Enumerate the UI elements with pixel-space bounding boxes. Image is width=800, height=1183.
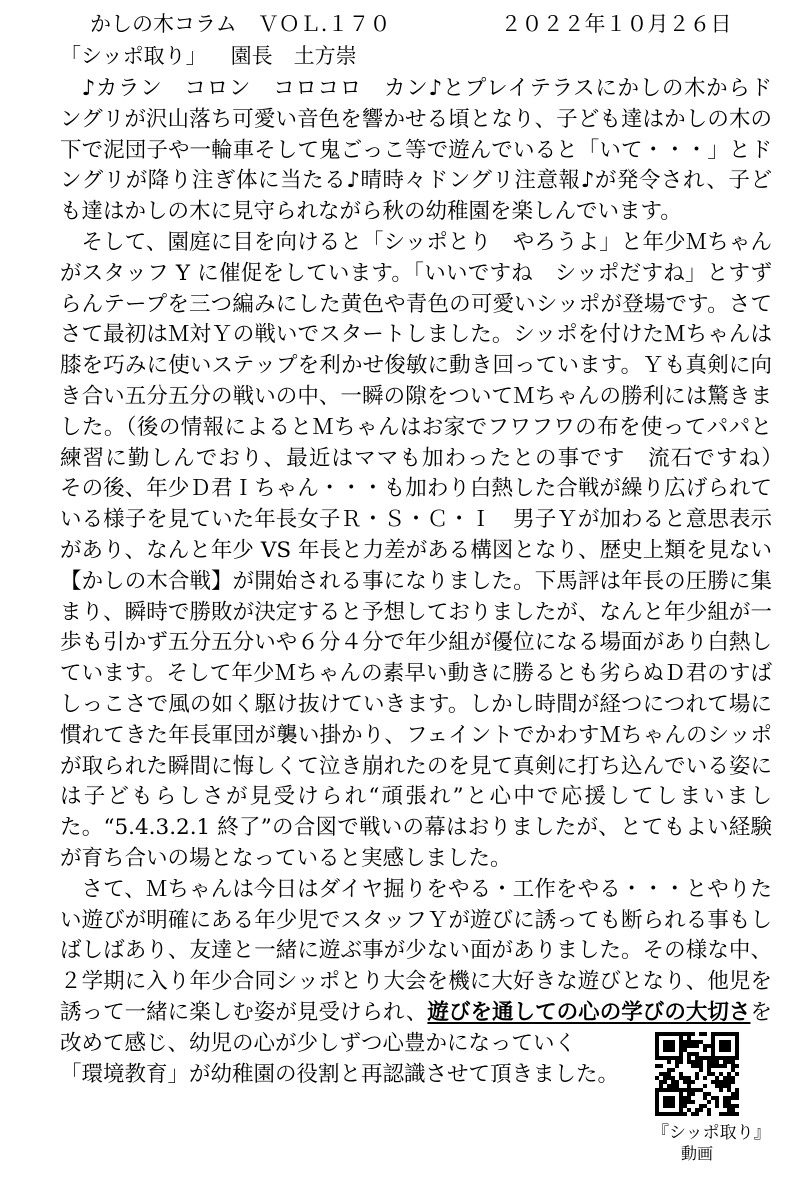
qr-caption: 『シッポ取り』 [652, 1123, 771, 1143]
qr-sub-caption: 動画 [680, 1144, 713, 1163]
qr-block [652, 1032, 771, 1164]
paragraph-3-start: さて、Ｍちゃんは今日はダイヤ掘りをやる・工作をやる・・・とやりたい遊びが明確にある年少児でスタッフＹが遊びに誘っても断られる事もしばしばあり、友達と一緒に遊ぶ事が少ない面がありました。その様な中、２学期に入り年少合同シッポとり大会を機に大好きな遊びとなり、他児を誘って一緒に楽しむ姿が見受けられ、 [60, 876, 772, 1025]
article-title: 「シッポ取り」 [60, 44, 207, 68]
column-header [90, 10, 740, 38]
column-title: かしの木コラム ＶＯＬ.１７０ [90, 12, 391, 36]
column-date: ２０２２年１０月２６日 [500, 12, 732, 36]
paragraph-3-last: 「環境教育」が幼稚園の役割と再認識させて頂きました。 [60, 1061, 620, 1087]
article-body [60, 74, 794, 1090]
qr-code[interactable] [655, 1032, 739, 1116]
article-subheader [60, 42, 357, 70]
paragraph-2: そして、園庭に目を向けると「シッポとり やろうよ」と年少Ｍちゃんがスタッフ Y に催促をしています。「いいですね シッポだすね」とすずらんテープを三つ編みにした黄色や青色の可愛いシッポが登場です。さてさて最初はＭ対Ｙの戦いでスタートしました。シッポを付けたＭちゃんは膝を巧みに使いステップを利かせ俊敏に動き回っています。Ｙも真剣に向き合い五分五分の戦いの中、一瞬の隙をついてＭちゃんの勝利には驚きました。（後の情報によるとＭちゃんはお家でフワフワの布を使ってパパと練習に勤しんでおり、最近はママも加わったとの事です 流石ですね） その後、年少Ｄ君Ｉちゃん・・・も加わり白熱した合戦が繰り広げられている様子を見ていた年長女子Ｒ・Ｓ・Ｃ・Ｉ 男子Ｙが加わると意思表示があり、なんと年少 VS 年長と力差がある構図となり、歴史上類を見ない【かしの木合戦】が開始される事になりました。下馬評は年長の圧勝に集まり、瞬時で勝敗が決定すると予想しておりましたが、なんと年少組が一歩も引かず五分五分いや６分４分で年少組が優位になる場面があり白熱しています。そして年少Ｍちゃんの素早い動きに勝るとも劣らぬＤ君のすばしっこさで風の如く駆け抜けていきます。しかし時間が経つにつれて場に慣れてきた年長軍団が襲い掛かり、フェイントでかわすＭちゃんのシッポが取られた瞬間に悔しくて泣き崩れたのを見て真剣に打ち込んでいる姿には子どもらしさが見受けられ“頑張れ”と心中で応援してしまいました。“5.4.3.2.1 終了”の合図で戦いの幕はおりましたが、とてもよい経験が育ち合いの場となっていると実感しました。 [60, 229, 794, 871]
article-author: 園長 土方崇 [230, 44, 357, 68]
paragraph-3-emphasis: 遊びを通しての心の学びの大切さ [427, 999, 751, 1025]
paragraph-1: ♪カラン コロン コロコロ カン♪とプレイテラスにかしの木からドングリが沢山落ち可愛い音色を響かせる頃となり、子ども達はかしの木の下で泥団子や一輪車そして鬼ごっこ等で遊んでいると「いて・・・」とドングリが降り注ぎ体に当たる♪晴時々ドングリ注意報♪が発令され、子ども達はかしの木に見守られながら秋の幼稚園を楽しんでいます。 [60, 76, 772, 225]
paragraph-3-mid: を改めて感じ、幼児の心が少しずつ心豊かになっていく [60, 999, 772, 1056]
